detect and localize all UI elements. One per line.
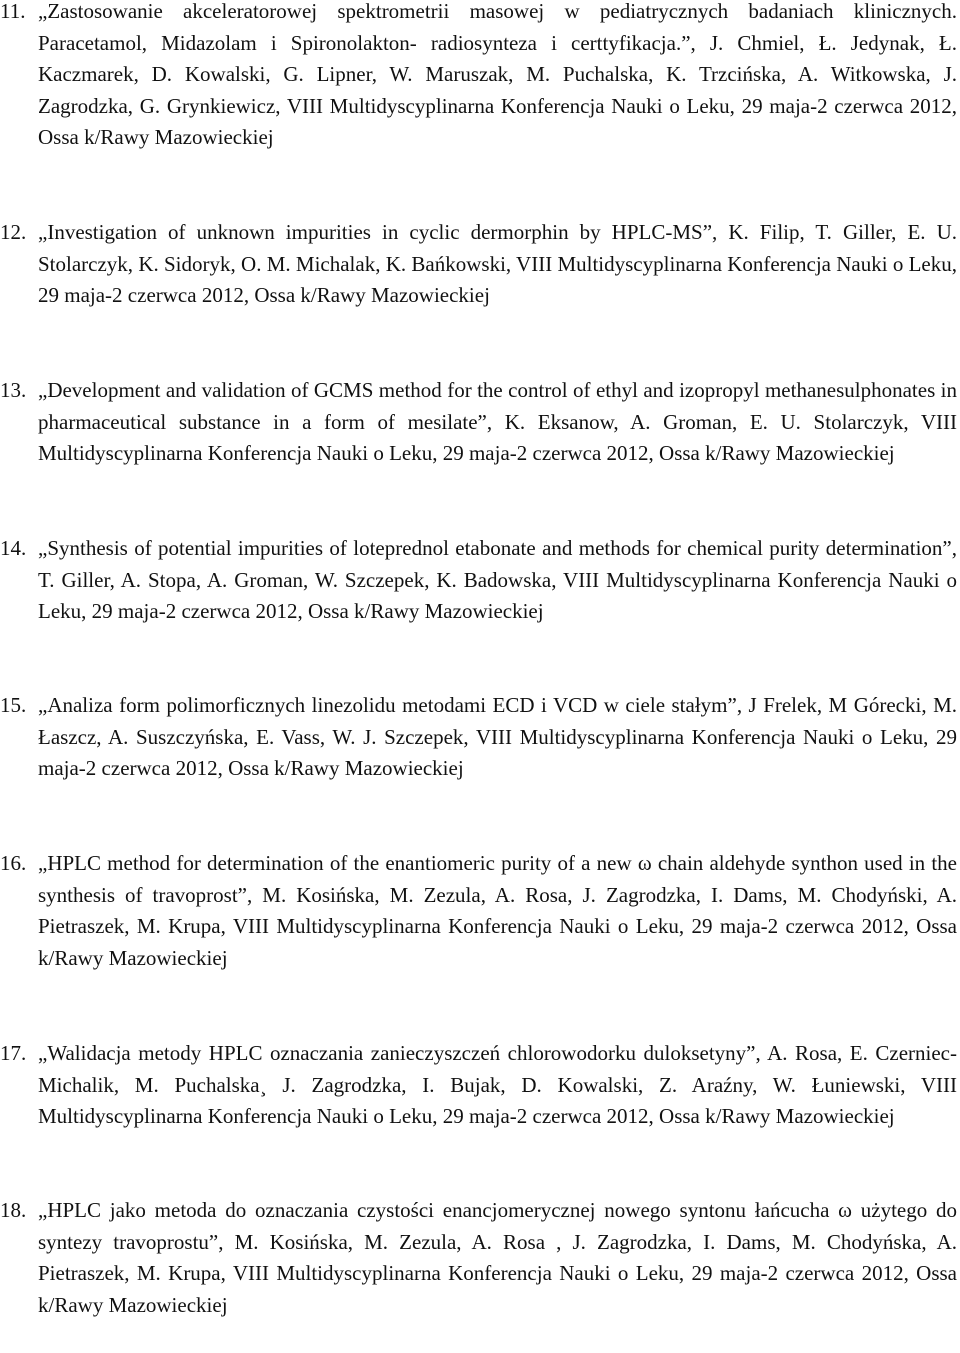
entry-text: „HPLC method for determination of the enantiomeric purity of a new ω chain aldehyde synthon used in the synthesis of travoprost”, M. Kosińska, M. Zezula, A. Rosa, J. Zagrodzka, I. Dams, M. Chodyński, A. Pietraszek, M. Krupa, VIII Multidyscyplinarna Konferencja Nauki o Leku, 29 maja-2 czerwca 2012, Ossa k/Rawy Mazowieckiej	[38, 851, 957, 970]
entry-text: „Analiza form polimorficznych linezolidu metodami ECD i VCD w ciele stałym”, J Frelek, M Górecki, M. Łaszcz, A. Suszczyńska, E. Vass, W. J. Szczepek, VIII Multidyscyplinarna Konferencja Nauki o Leku, 29 maja-2 czerwca 2012, Ossa k/Rawy Mazowieckiej	[38, 693, 957, 780]
publication-entry-17	[0, 1038, 957, 1133]
entry-number: 14.	[0, 536, 27, 560]
entry-number: 11.	[0, 0, 26, 23]
entry-text: „Investigation of unknown impurities in cyclic dermorphin by HPLC-MS”, K. Filip, T. Giller, E. U. Stolarczyk, K. Sidoryk, O. M. Michalak, K. Bańkowski, VIII Multidyscyplinarna Konferencja Nauki o Leku, 29 maja-2 czerwca 2012, Ossa k/Rawy Mazowieckiej	[38, 220, 957, 307]
entry-number: 18.	[0, 1198, 27, 1222]
entry-text: „Development and validation of GCMS method for the control of ethyl and izopropyl methanesulphonates in pharmaceutical substance in a form of mesilate”, K. Eksanow, A. Groman, E. U. Stolarczyk, VIII Multidyscyplinarna Konferencja Nauki o Leku, 29 maja-2 czerwca 2012, Ossa k/Rawy Mazowieckiej	[38, 378, 957, 465]
entry-number: 15.	[0, 693, 27, 717]
publication-entry-13	[0, 375, 957, 470]
entry-text: „Walidacja metody HPLC oznaczania zanieczyszczeń chlorowodorku duloksetyny”, A. Rosa, E. Czerniec-Michalik, M. Puchalska¸ J. Zagrodzka, I. Bujak, D. Kowalski, Z. Araźny, W. Łuniewski, VIII Multidyscyplinarna Konferencja Nauki o Leku, 29 maja-2 czerwca 2012, Ossa k/Rawy Mazowieckiej	[38, 1041, 957, 1128]
entry-number: 12.	[0, 220, 27, 244]
entry-text: „HPLC jako metoda do oznaczania czystości enancjomerycznej nowego syntonu łańcucha ω użytego do syntezy travoprostu”, M. Kosińska, M. Zezula, A. Rosa , J. Zagrodzka, I. Dams, M. Chodyńska, A. Pietraszek, M. Krupa, VIII Multidyscyplinarna Konferencja Nauki o Leku, 29 maja-2 czerwca 2012, Ossa k/Rawy Mazowieckiej	[38, 1198, 957, 1317]
entry-text: „Synthesis of potential impurities of loteprednol etabonate and methods for chemical purity determination”, T. Giller, A. Stopa, A. Groman, W. Szczepek, K. Badowska, VIII Multidyscyplinarna Konferencja Nauki o Leku, 29 maja-2 czerwca 2012, Ossa k/Rawy Mazowieckiej	[38, 536, 957, 623]
entry-number: 17.	[0, 1041, 27, 1065]
publication-entry-14	[0, 533, 957, 628]
publication-entry-18	[0, 1195, 957, 1321]
entry-number: 16.	[0, 851, 27, 875]
publication-entry-15	[0, 690, 957, 785]
publication-entry-16	[0, 848, 957, 974]
entry-number: 13.	[0, 378, 27, 402]
entry-text: „Zastosowanie akceleratorowej spektrometrii masowej w pediatrycznych badaniach klinicznych. Paracetamol, Midazolam i Spironolakton- radiosynteza i certtyfikacja.”, J. Chmiel, Ł. Jedynak, Ł. Kaczmarek, D. Kowalski, G. Lipner, W. Maruszak, M. Puchalska, K. Trzcińska, A. Witkowska, J. Zagrodzka, G. Grynkiewicz, VIII Multidyscyplinarna Konferencja Nauki o Leku, 29 maja-2 czerwca 2012, Ossa k/Rawy Mazowieckiej	[38, 0, 957, 149]
publication-entry-12	[0, 217, 957, 312]
publication-entry-11	[0, 0, 957, 154]
